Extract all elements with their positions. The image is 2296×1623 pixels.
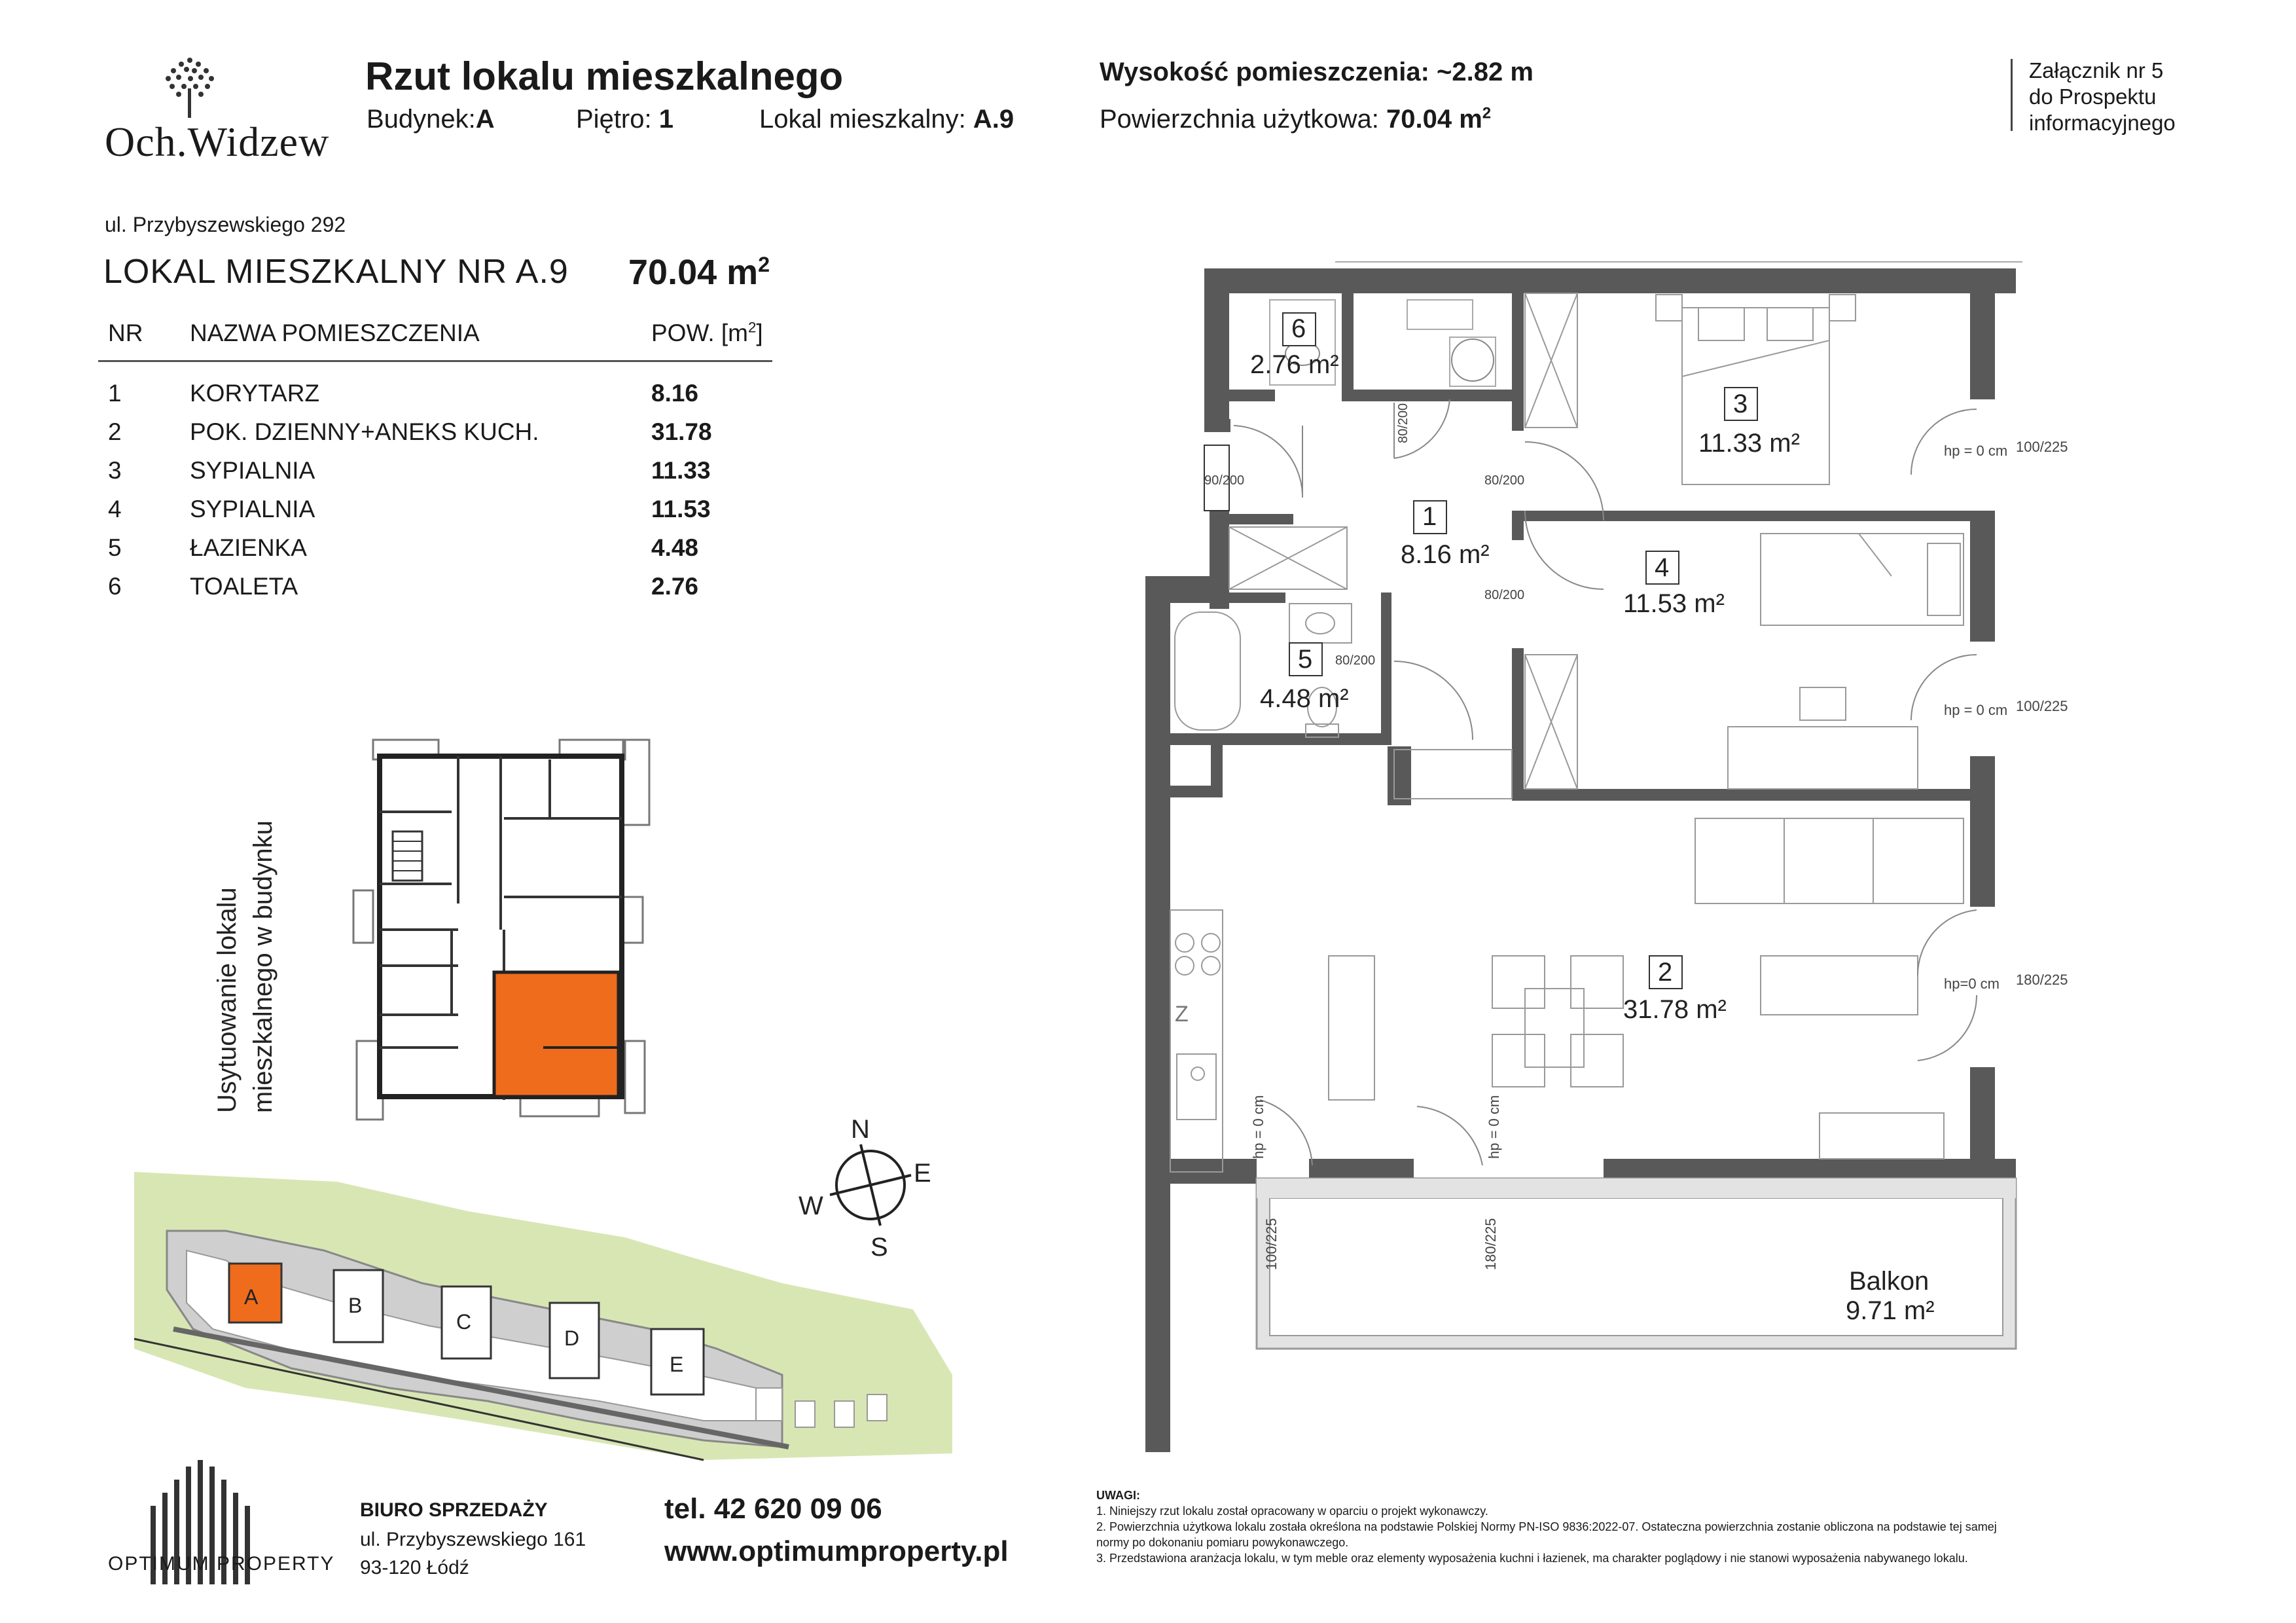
hp-label: hp=0 cm bbox=[1944, 976, 2000, 992]
svg-text:E: E bbox=[914, 1159, 931, 1188]
rooms-table bbox=[98, 314, 772, 606]
website-link[interactable]: www.optimumproperty.pl bbox=[664, 1535, 1009, 1567]
phone-link[interactable]: tel. 42 620 09 06 bbox=[664, 1493, 882, 1525]
hp-label: hp = 0 cm bbox=[1250, 1095, 1266, 1159]
building-a-label: A bbox=[244, 1285, 259, 1309]
attachment-note: Załącznik nr 5 do Prospektu informacyjnego bbox=[2029, 58, 2176, 135]
room-1-area: 8.16 m² bbox=[1401, 540, 1490, 569]
highlighted-unit bbox=[494, 972, 619, 1048]
building-e-label: E bbox=[670, 1353, 684, 1376]
unit-area: 70.04 $m^2$ bbox=[628, 253, 770, 292]
location-label-line2: mieszkalnego w budynku bbox=[249, 820, 278, 1113]
table-row: 6 TOALETA 2.76 bbox=[108, 573, 699, 600]
table-row: 2 POK. DZIENNY+ANEKS KUCH. 31.78 bbox=[108, 418, 712, 445]
building-d-label: D bbox=[564, 1326, 580, 1350]
room-6-area: 2.76 m² bbox=[1250, 350, 1339, 379]
table-row: 4 SYPIALNIA 11.53 bbox=[108, 496, 711, 522]
brand-name: Och.Widzew bbox=[105, 119, 330, 165]
door-dim-bed4: 80/200 bbox=[1484, 588, 1525, 602]
col-name: NAZWA POMIESZCZENIA bbox=[180, 314, 641, 361]
window-dim-bed3: 100/225 bbox=[2016, 439, 2068, 455]
balcony-label: Balkon bbox=[1849, 1267, 1929, 1296]
floor-plan bbox=[1106, 262, 2068, 1401]
office-street: ul. Przybyszewskiego 161 bbox=[360, 1529, 586, 1550]
door-dim-entry: 90/200 bbox=[1204, 473, 1245, 488]
unit-title: LOKAL MIESZKALNY NR A.9 bbox=[103, 253, 569, 291]
window-dim-bed4: 100/225 bbox=[2016, 698, 2068, 714]
developer-name: OPTIMUM PROPERTY bbox=[108, 1553, 335, 1575]
building-key-plan bbox=[353, 733, 655, 1126]
office-city: 93-120 Łódź bbox=[360, 1557, 469, 1578]
location-label-line1: Usytuowanie lokalu bbox=[213, 887, 242, 1113]
unit-info: Lokal mieszkalny: A.9 bbox=[759, 105, 1014, 134]
table-row: 1 KORYTARZ 8.16 bbox=[108, 380, 699, 407]
floor-info: Piętro: 1 bbox=[576, 105, 673, 134]
room-1-number: 1 bbox=[1422, 502, 1437, 531]
page-title: Rzut lokalu mieszkalnego bbox=[365, 54, 844, 98]
window-dim-balcony-2: 180/225 bbox=[1482, 1218, 1499, 1270]
door-dim-bath: 80/200 bbox=[1335, 653, 1376, 668]
svg-text:N: N bbox=[851, 1115, 870, 1144]
note-2: 2. Powierzchnia użytkowa lokalu została określona na podstawie Polskiej Normy PN-ISO 9836:2022-07. Ostateczna powierzchnia zostanie obliczona na podstawie tej samej bbox=[1096, 1520, 1997, 1533]
room-3-area: 11.33 m² bbox=[1698, 429, 1800, 458]
och-widzew-logo bbox=[98, 52, 334, 165]
building-c-label: C bbox=[456, 1310, 472, 1334]
room-5-number: 5 bbox=[1298, 645, 1313, 674]
note-2-cont: normy po dokonaniu pomiaru powykonawczego. bbox=[1096, 1536, 1349, 1549]
window-dim-balcony-1: 100/225 bbox=[1263, 1218, 1280, 1270]
svg-text:S: S bbox=[870, 1233, 888, 1262]
tree-icon bbox=[154, 52, 226, 118]
table-row: 5 ŁAZIENKA 4.48 bbox=[108, 534, 699, 561]
room-2-area: 31.78 m² bbox=[1623, 995, 1727, 1024]
fridge-mark: Z bbox=[1175, 1002, 1189, 1027]
note-1: 1. Niniejszy rzut lokalu został opracowany w oparciu o projekt wykonawczy. bbox=[1096, 1504, 1488, 1518]
divider bbox=[2011, 59, 2013, 131]
location-label bbox=[196, 786, 301, 1126]
room-5-area: 4.48 m² bbox=[1260, 684, 1349, 713]
hp-label: hp = 0 cm bbox=[1486, 1095, 1502, 1159]
hp-label: hp = 0 cm bbox=[1944, 443, 2008, 459]
room-3-number: 3 bbox=[1733, 390, 1748, 418]
hp-label: hp = 0 cm bbox=[1944, 702, 2008, 718]
room-6-number: 6 bbox=[1291, 314, 1306, 343]
table-row: 3 SYPIALNIA 11.33 bbox=[108, 457, 711, 484]
building-info: Budynek:A bbox=[367, 105, 495, 134]
unit-address: ul. Przybyszewskiego 292 bbox=[105, 213, 346, 236]
col-nr: NR bbox=[98, 314, 180, 361]
note-3: 3. Przedstawiona aranżacja lokalu, w tym meble oraz elementy wyposażenia kuchni i łazienek, ma charakter poglądowy i nie stanowi wyposażenia nabywanego lokalu. bbox=[1096, 1552, 1968, 1565]
door-dim-wc: 80/200 bbox=[1396, 403, 1410, 443]
door-dim-bed3: 80/200 bbox=[1484, 473, 1525, 488]
compass-icon bbox=[798, 1115, 931, 1262]
usable-area: Powierzchnia użytkowa: 70.04 $m^2$ bbox=[1100, 104, 1492, 134]
site-plan bbox=[128, 1113, 978, 1467]
room-height: Wysokość pomieszczenia: ~2.82 m bbox=[1100, 58, 1534, 86]
building-b-label: B bbox=[348, 1294, 363, 1317]
balcony-area: 9.71 m² bbox=[1846, 1296, 1935, 1325]
office-heading: BIURO SPRZEDAŻY bbox=[360, 1499, 548, 1521]
room-2-number: 2 bbox=[1658, 958, 1673, 987]
room-4-number: 4 bbox=[1655, 553, 1670, 582]
notes bbox=[1096, 1487, 2222, 1566]
window-dim-living: 180/225 bbox=[2016, 972, 2068, 988]
svg-text:W: W bbox=[798, 1192, 823, 1220]
table-header-row bbox=[98, 314, 772, 361]
room-4-area: 11.53 m² bbox=[1623, 589, 1725, 618]
notes-heading: UWAGI: bbox=[1096, 1489, 1140, 1502]
col-area: POW. $[m^2]$ bbox=[641, 314, 772, 361]
